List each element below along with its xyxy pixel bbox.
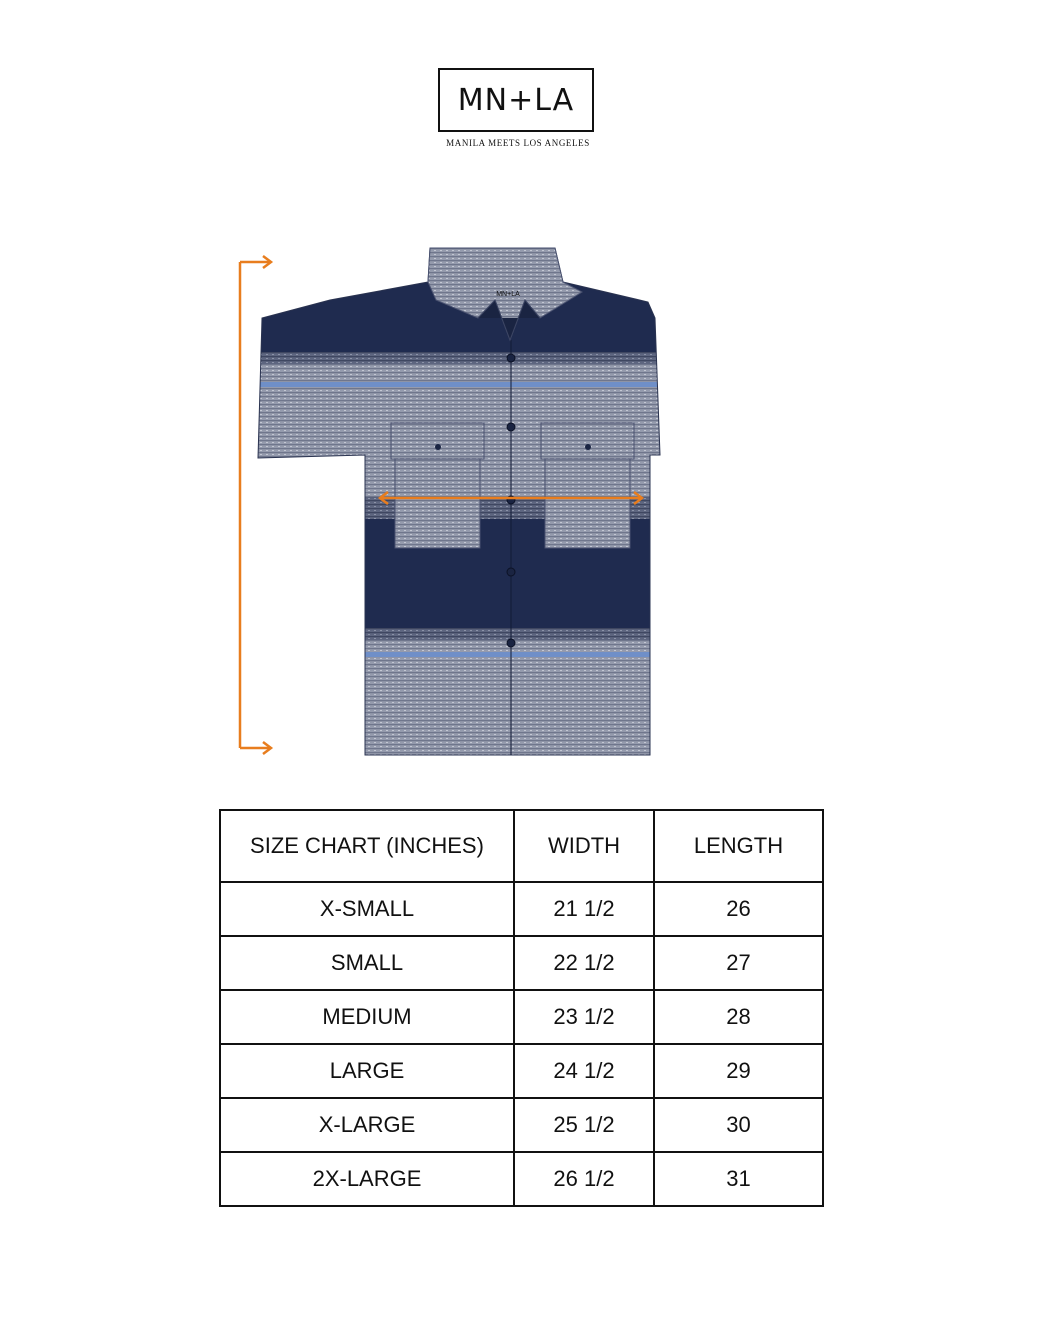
length-cell: 29 bbox=[654, 1044, 823, 1098]
length-cell: 28 bbox=[654, 990, 823, 1044]
size-cell: LARGE bbox=[220, 1044, 514, 1098]
size-cell: X-SMALL bbox=[220, 882, 514, 936]
left-pocket bbox=[391, 423, 484, 548]
table-row bbox=[220, 882, 823, 936]
length-cell: 27 bbox=[654, 936, 823, 990]
size-cell: SMALL bbox=[220, 936, 514, 990]
size-cell: X-LARGE bbox=[220, 1098, 514, 1152]
table-row bbox=[220, 1044, 823, 1098]
length-cell: 30 bbox=[654, 1098, 823, 1152]
width-cell: 26 1/2 bbox=[514, 1152, 654, 1206]
table-row bbox=[220, 1152, 823, 1206]
width-cell: 23 1/2 bbox=[514, 990, 654, 1044]
brand-tagline: MANILA MEETS LOS ANGELES bbox=[446, 138, 590, 148]
right-pocket bbox=[541, 423, 634, 548]
header-size: SIZE CHART (INCHES) bbox=[220, 810, 514, 882]
table-row bbox=[220, 990, 823, 1044]
table-row bbox=[220, 936, 823, 990]
width-cell: 22 1/2 bbox=[514, 936, 654, 990]
header-width: WIDTH bbox=[514, 810, 654, 882]
header-length: LENGTH bbox=[654, 810, 823, 882]
length-cell: 31 bbox=[654, 1152, 823, 1206]
brand-logo-text: MN+LA bbox=[457, 82, 575, 118]
table-row bbox=[220, 1098, 823, 1152]
size-cell: 2X-LARGE bbox=[220, 1152, 514, 1206]
length-cell: 26 bbox=[654, 882, 823, 936]
collar-label: MN+LA bbox=[496, 291, 520, 298]
width-cell: 25 1/2 bbox=[514, 1098, 654, 1152]
size-chart-table bbox=[219, 809, 824, 1207]
width-cell: 24 1/2 bbox=[514, 1044, 654, 1098]
size-cell: MEDIUM bbox=[220, 990, 514, 1044]
size-chart-header-row bbox=[220, 810, 823, 882]
width-cell: 21 1/2 bbox=[514, 882, 654, 936]
